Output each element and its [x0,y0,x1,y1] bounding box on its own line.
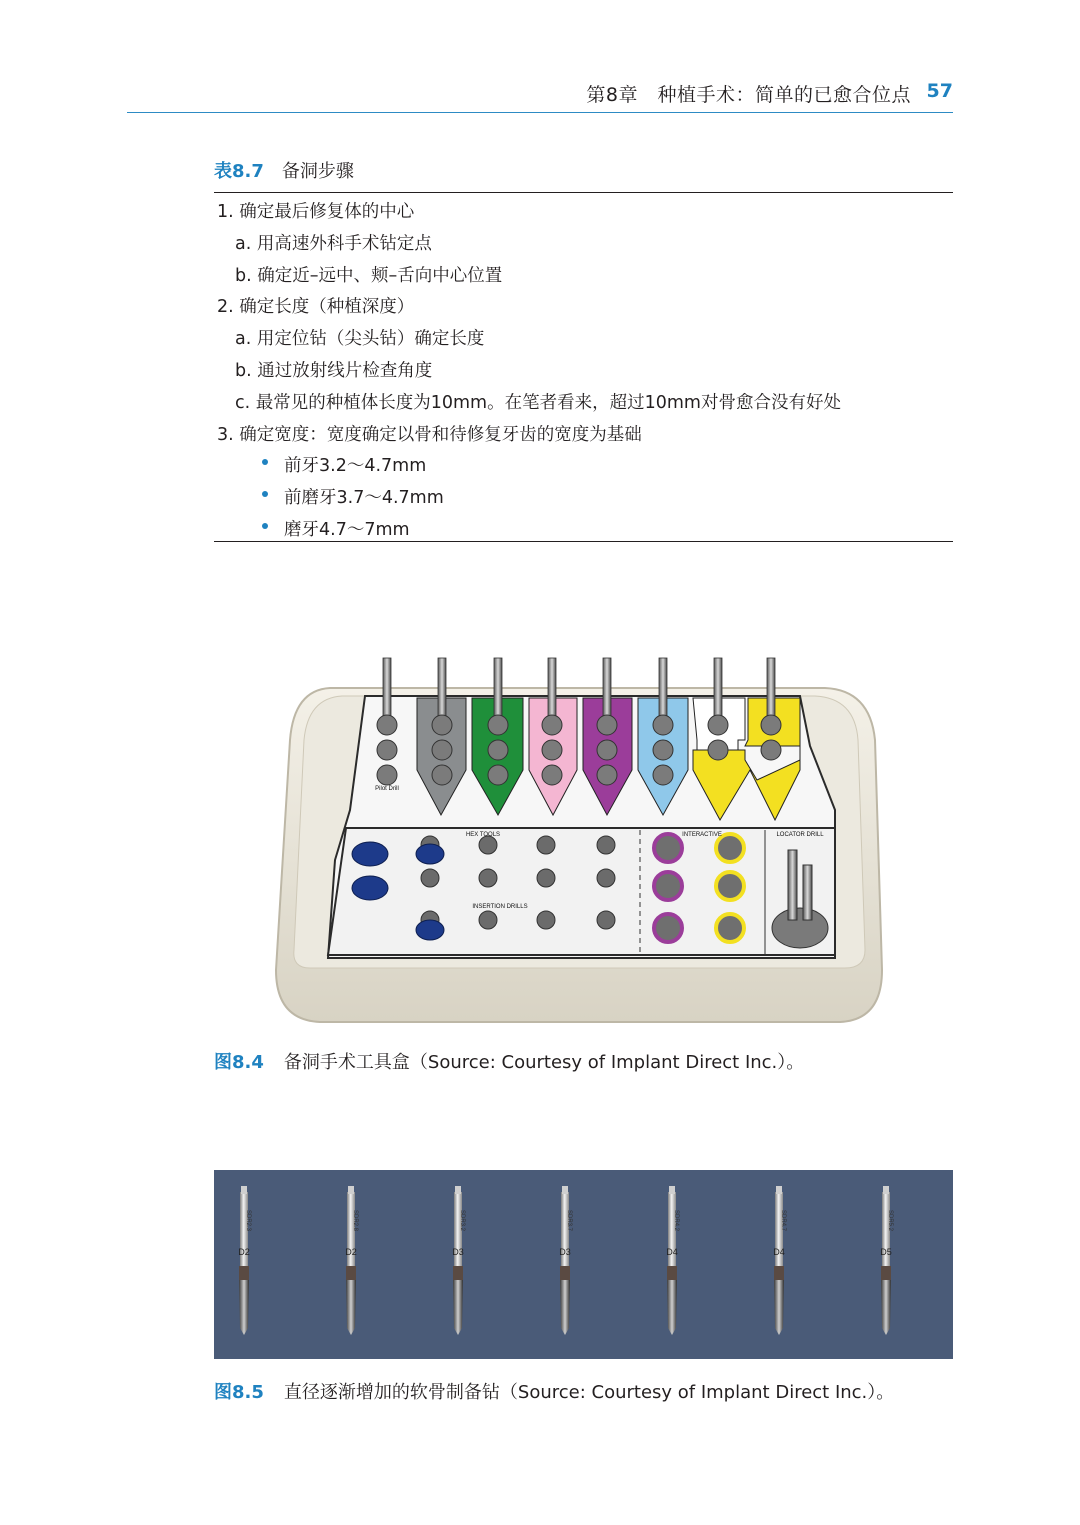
drill-band [239,1266,249,1280]
drill-flute [453,1280,463,1335]
bullet-icon [262,491,268,497]
drill-band [881,1266,891,1280]
step-3-molar: 磨牙4.7～7mm [284,520,410,540]
figure-8-4-text: 备洞手术工具盒（Source: Courtesy of Implant Direct Inc.）。 [283,1052,805,1073]
drill-shank [775,1192,783,1272]
insertion-drills-label: INSERTION DRILLS [472,904,528,910]
figure-8-5-label: 图8.5 [214,1382,264,1403]
locator-drill-label: LOCATOR DRILL [776,832,824,838]
drill-flute [239,1280,249,1335]
drill-lettering: SDR2.3 [245,1210,251,1232]
drill-flute [774,1280,784,1335]
drill-code-label: D3 [559,1247,571,1257]
table-caption [214,157,354,183]
drill-flute [560,1280,570,1335]
drill-head [348,1186,354,1194]
step-3: 3. 确定宽度：宽度确定以骨和待修复牙齿的宽度为基础 [217,425,642,445]
drill-code-label: D4 [666,1247,678,1257]
figure-8-5-text: 直径逐渐增加的软骨制备钻（Source: Courtesy of Implant Direct Inc.）。 [283,1382,895,1403]
drill-lettering: SDR2.8 [352,1210,358,1232]
drill-lettering: SDR5.2 [887,1210,893,1232]
drill-shank [882,1192,890,1272]
figure-8-4-caption [214,1048,804,1074]
drill-band [346,1266,356,1280]
drill-code-label: D2 [238,1247,250,1257]
table-label: 表8.7 [214,161,264,182]
drill-flute [346,1280,356,1335]
drills-image [214,1170,953,1359]
drill-lettering: SDR3.2 [459,1210,465,1232]
drill-lettering: SDR3.7 [566,1210,572,1232]
figure-8-5-caption [214,1378,894,1404]
bullet-icon [262,459,268,465]
step-2b: b. 通过放射线片检查角度 [235,361,433,381]
drill-head [669,1186,675,1194]
drill-band [774,1266,784,1280]
drill-band [667,1266,677,1280]
step-3-premolar: 前磨牙3.7～4.7mm [284,488,444,508]
step-3-anterior: 前牙3.2～4.7mm [284,456,427,476]
drill-code-label: D2 [345,1247,357,1257]
surgical-kit-image [270,650,890,1030]
step-2c: c. 最常见的种植体长度为10mm。在笔者看来，超过10mm对骨愈合没有好处 [235,393,841,413]
interactive-label: INTERACTIVE [682,832,722,838]
drill-head [776,1186,782,1194]
step-2a: a. 用定位钻（尖头钻）确定长度 [235,329,485,349]
step-2: 2. 确定长度（种植深度） [217,297,415,317]
pilot-drill-label: Pilot Drill [375,786,399,792]
step-1b: b. 确定近–远中、颊–舌向中心位置 [235,266,503,286]
drill-shank [668,1192,676,1272]
drill-shank [240,1192,248,1272]
drill-lettering: SDR4.2 [673,1210,679,1232]
drill-shank [347,1192,355,1272]
drill-flute [881,1280,891,1335]
drill-head [455,1186,461,1194]
table-top-rule [214,192,953,193]
page-number: 57 [926,80,953,102]
step-1: 1. 确定最后修复体的中心 [217,202,415,222]
drill-head [241,1186,247,1194]
drill-code-label: D3 [452,1247,464,1257]
drill-shank [561,1192,569,1272]
running-title: 第8章 种植手术：简单的已愈合位点 [586,84,911,106]
figure-8-4-label: 图8.4 [214,1052,264,1073]
drills-background [214,1170,953,1359]
table-title: 备洞步骤 [281,161,354,182]
drill-band [453,1266,463,1280]
drill-band [560,1266,570,1280]
hex-tools-label: HEX TOOLS [465,832,501,838]
step-1a: a. 用高速外科手术钻定点 [235,234,432,254]
drill-head [883,1186,889,1194]
table-bottom-rule [214,541,953,542]
drill-code-label: D4 [773,1247,785,1257]
bullet-icon [262,523,268,529]
drill-code-label: D5 [880,1247,892,1257]
drill-head [562,1186,568,1194]
drill-flute [667,1280,677,1335]
drill-shank [454,1192,462,1272]
page-header [127,78,953,113]
drill-lettering: SDR4.7 [780,1210,786,1232]
